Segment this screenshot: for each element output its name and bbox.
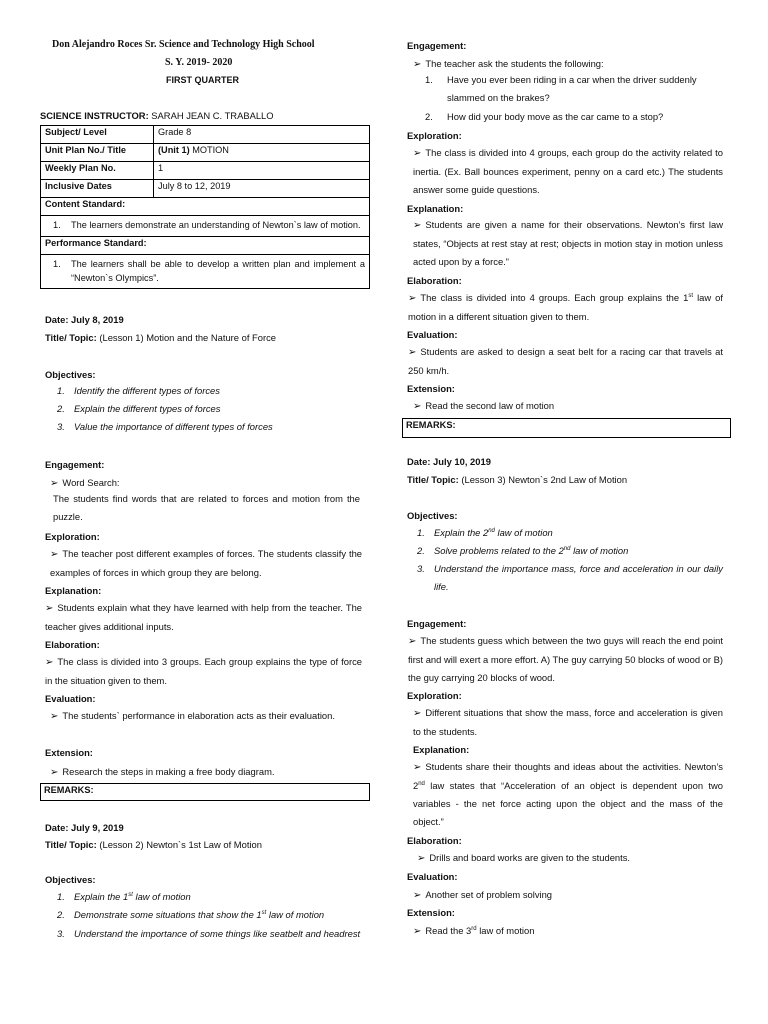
table-row	[41, 144, 370, 162]
lesson1-exploration-label: Exploration:	[45, 531, 100, 542]
lesson1-objectives-label: Objectives:	[45, 369, 96, 380]
objective-text: Explain the 2nd law of motion	[434, 527, 553, 538]
performance-standard-cell	[41, 255, 370, 289]
content-standard-label: Content Standard:	[41, 198, 370, 216]
lesson1-extension-label: Extension:	[45, 747, 93, 758]
lesson1-engagement-label: Engagement:	[45, 459, 105, 470]
table-label: Subject/ Level	[41, 126, 154, 144]
lesson2-exploration-label: Exploration:	[407, 130, 462, 141]
table-value	[154, 144, 370, 162]
objective-text: Demonstrate some situations that show the 1st law of motion	[74, 909, 325, 920]
lesson3-explanation-text: ➢ Students share their thoughts and ideas about the activities. Newton’s 2nd law states that “Acceleration of an object is dependent upon two variables - the net force acting upon the object and the mass of the object.”	[413, 758, 723, 831]
unit-number: (Unit 1)	[158, 145, 190, 155]
lesson1-explanation-label: Explanation:	[45, 585, 102, 596]
lesson3-date: Date: July 10, 2019	[407, 456, 491, 467]
list-number: 2.	[57, 909, 65, 920]
content-standard-item	[45, 218, 365, 232]
lesson2-title	[45, 839, 262, 850]
lesson2-evaluation-label: Evaluation:	[407, 329, 458, 340]
lesson3-evaluation-label: Evaluation:	[407, 871, 458, 882]
list-number: 2.	[57, 403, 65, 414]
instructor-line	[40, 110, 274, 121]
lesson3-title	[407, 474, 627, 485]
objective-text: Explain the 1st law of motion	[74, 891, 191, 902]
plan-info-table	[40, 125, 370, 289]
list-number: 3.	[417, 563, 425, 574]
title-label: Title/ Topic:	[45, 332, 97, 343]
lesson2-explanation-text: ➢ Students are given a name for their observations. Newton’s first law states, “Objects at rest stay at rest; objects in motion stay in motion unless acted upon by a force.”	[413, 216, 723, 271]
title-label: Title/ Topic:	[407, 474, 459, 485]
table-row	[41, 216, 370, 237]
table-row	[41, 162, 370, 180]
list-number: 3.	[57, 421, 65, 432]
title-label: Title/ Topic:	[45, 839, 97, 850]
title-text: (Lesson 1) Motion and the Nature of Force	[96, 332, 277, 343]
table-label: Inclusive Dates	[41, 180, 154, 198]
lesson2-remarks-box: REMARKS:	[402, 418, 731, 438]
lesson3-engagement-label: Engagement:	[407, 618, 467, 629]
objective-text: Understand the importance mass, force and acceleration in our daily life.	[434, 563, 723, 592]
question-text: Have you ever been riding in a car when the driver suddenly slammed on the brakes?	[447, 74, 697, 103]
table-row	[41, 198, 370, 216]
lesson3-exploration-text: ➢ Different situations that show the mass, force and acceleration is given to the students.	[413, 704, 723, 741]
quarter: FIRST QUARTER	[166, 75, 239, 85]
table-label: Weekly Plan No.	[41, 162, 154, 180]
objective-text: Identify the different types of forces	[74, 385, 220, 396]
school-year: S. Y. 2019- 2020	[165, 57, 233, 68]
table-row	[41, 255, 370, 289]
lesson1-extension-text: ➢ Research the steps in making a free body diagram.	[50, 766, 274, 778]
lesson2-engagement-intro: ➢ The teacher ask the students the following:	[413, 58, 604, 70]
school-name: Don Alejandro Roces Sr. Science and Technology High School	[52, 39, 315, 50]
lesson2-elaboration-text: ➢ The class is divided into 4 groups. Each group explains the 1st law of motion in a different situation given to them.	[408, 289, 723, 326]
lesson1-exploration-text: ➢ The teacher post different examples of forces. The students classify the examples of forces in which group they are belong.	[50, 545, 362, 582]
lesson3-explanation-label: Explanation:	[413, 744, 470, 755]
table-label: Unit Plan No./ Title	[41, 144, 154, 162]
lesson2-date: Date: July 9, 2019	[45, 822, 124, 833]
list-number: 1.	[53, 259, 61, 269]
content-standard-cell	[41, 216, 370, 237]
lesson2-extension-label: Extension:	[407, 383, 455, 394]
lesson1-date: Date: July 8, 2019	[45, 314, 124, 325]
lesson1-engagement-text: The students find words that are related to forces and motion from the puzzle.	[53, 493, 360, 522]
lesson1-explanation-text: ➢ Students explain what they have learned with help from the teacher. The teacher gives additional inputs.	[45, 599, 362, 636]
list-number: 1.	[57, 385, 65, 396]
objective-text: Explain the different types of forces	[74, 403, 221, 414]
performance-standard-item	[45, 257, 365, 285]
title-text: (Lesson 3) Newton`s 2nd Law of Motion	[458, 474, 628, 485]
table-row	[41, 180, 370, 198]
performance-standard-label: Performance Standard:	[41, 237, 370, 255]
lesson1-elaboration-label: Elaboration:	[45, 639, 100, 650]
list-number: 1.	[53, 220, 61, 230]
lesson1-remarks-box: REMARKS:	[40, 783, 370, 801]
lesson3-engagement-text: ➢ The students guess which between the two guys will reach the end point first and will exert a more effort. A) The guy carrying 50 blocks of wood or B) the guy carrying 20 blocks of wood.	[408, 632, 723, 687]
lesson2-elaboration-label: Elaboration:	[407, 275, 462, 286]
objective-text: Understand the importance of some things like seatbelt and headrest	[74, 928, 361, 939]
lesson1-title	[45, 332, 276, 343]
lesson3-objectives-label: Objectives:	[407, 510, 458, 521]
lesson3-extension-text: ➢ Read the 3rd law of motion	[413, 925, 534, 937]
question-text: How did your body move as the car came to a stop?	[447, 111, 664, 122]
lesson2-evaluation-text: ➢ Students are asked to design a seat belt for a racing car that travels at 250 km/h.	[408, 343, 723, 380]
content-standard-text: The learners demonstrate an understanding of Newton`s law of motion.	[71, 220, 361, 230]
table-row	[41, 126, 370, 144]
objective-text: Solve problems related to the 2nd law of motion	[434, 545, 629, 556]
instructor-name: SARAH JEAN C. TRABALLO	[151, 110, 274, 121]
lesson1-evaluation-text: ➢ The students` performance in elaboration acts as their evaluation.	[50, 707, 362, 726]
table-value: Grade 8	[154, 126, 370, 144]
lesson3-elaboration-text: ➢ Drills and board works are given to the students.	[417, 852, 630, 864]
table-value: 1	[154, 162, 370, 180]
lesson1-engagement-item: ➢ Word Search:	[50, 477, 120, 489]
lesson3-elaboration-label: Elaboration:	[407, 835, 462, 846]
objective-text: Value the importance of different types of forces	[74, 421, 273, 432]
list-number: 1.	[57, 891, 65, 902]
table-row	[41, 237, 370, 255]
list-number: 1.	[425, 74, 433, 85]
table-value: July 8 to 12, 2019	[154, 180, 370, 198]
unit-title: MOTION	[189, 145, 229, 155]
lesson1-elaboration-text: ➢ The class is divided into 3 groups. Each group explains the type of force in the situation given to them.	[45, 653, 362, 690]
list-number: 1.	[417, 527, 425, 538]
list-number: 2.	[417, 545, 425, 556]
lesson2-exploration-text: ➢ The class is divided into 4 groups, each group do the activity related to inertia. (Ex. Ball bounces experiment, penny on a card etc.) The students answer some guide questions.	[413, 144, 723, 199]
lesson2-engagement-label: Engagement:	[407, 40, 467, 51]
list-number: 3.	[57, 928, 65, 939]
title-text: (Lesson 2) Newton`s 1st Law of Motion	[96, 839, 262, 850]
performance-standard-text: The learners shall be able to develop a written plan and implement a “Newton`s Olympics”.	[71, 259, 365, 283]
lesson3-evaluation-text: ➢ Another set of problem solving	[413, 889, 552, 901]
lesson1-evaluation-label: Evaluation:	[45, 693, 96, 704]
lesson2-extension-text: ➢ Read the second law of motion	[413, 400, 554, 412]
instructor-label: SCIENCE INSTRUCTOR:	[40, 110, 149, 121]
list-number: 2.	[425, 111, 433, 122]
lesson2-explanation-label: Explanation:	[407, 203, 464, 214]
lesson2-objectives-label: Objectives:	[45, 874, 96, 885]
lesson3-extension-label: Extension:	[407, 907, 455, 918]
lesson3-exploration-label: Exploration:	[407, 690, 462, 701]
